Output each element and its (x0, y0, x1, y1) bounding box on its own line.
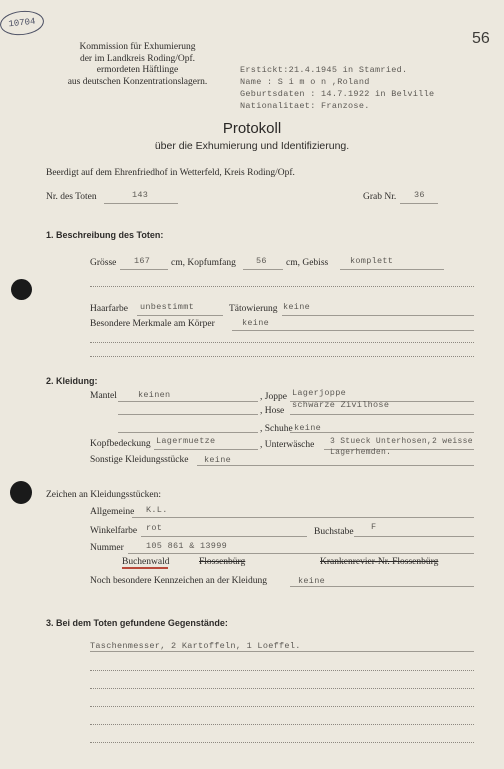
typed-header-line: Geburtsdaten : 14.7.1922 in Belville (240, 89, 435, 99)
underwear-value: Lagerhemden. (330, 448, 392, 457)
commission-line: Kommission für Exhumierung (79, 42, 196, 52)
dead-no-value: 143 (132, 190, 149, 200)
other-marks-label: Noch besondere Kennzeichen an der Kleidung (90, 576, 267, 586)
sick-bay-number: Krankenrevier-Nr. Flossenbürg (320, 557, 439, 567)
trousers-value: schwarze Zivilhose (292, 400, 390, 410)
number-label: Nummer (90, 543, 124, 553)
section-3-heading: 3. Bei dem Toten gefundene Gegenstände: (46, 618, 228, 628)
head-value: 56 (256, 256, 267, 266)
other-clothes-label: Sonstige Kleidungsstücke (90, 455, 189, 465)
teeth-value: komplett (350, 256, 394, 266)
general-label: Allgemeine (90, 507, 135, 517)
underwear-label: , Unterwäsche (260, 440, 315, 450)
grave-no-label: Grab Nr. (363, 192, 397, 202)
archive-stamp: 10704 (0, 9, 45, 37)
angle-color-label: Winkelfarbe (90, 526, 138, 536)
document-title: Protokoll (222, 120, 282, 137)
camp-flossenburg: Flossenbürg (199, 557, 246, 567)
commission-line: aus deutschen Konzentrationslagern. (67, 76, 208, 87)
number-value: 105 861 & 13999 (146, 541, 228, 551)
coat-label: Mantel (90, 391, 117, 401)
letter-label: Buchstabe (314, 527, 354, 537)
typed-header (240, 64, 434, 112)
other-clothes-value: keine (204, 455, 232, 465)
size-value: 167 (134, 256, 151, 266)
tattoo-value: keine (283, 302, 311, 312)
shoes-value: keine (294, 423, 322, 433)
punch-hole (10, 481, 32, 504)
hair-label: Haarfarbe (90, 304, 128, 314)
commission-line: der im Landkreis Roding/Opf. (79, 53, 196, 64)
jacket-value: Lagerjoppe (292, 388, 347, 398)
other-marks-value: keine (298, 576, 326, 586)
found-items-value: Taschenmesser, 2 Kartoffeln, 1 Loeffel. (90, 641, 301, 651)
dead-no-label: Nr. des Toten (46, 192, 97, 202)
cm-teeth-label: cm, Gebiss (286, 258, 329, 268)
punch-hole (11, 279, 32, 300)
commission-block (60, 42, 215, 88)
section-2-heading: 2. Kleidung: (46, 376, 98, 386)
headwear-value: Lagermuetze (156, 436, 216, 446)
trousers-label: , Hose (260, 406, 285, 416)
typed-header-line: Erstickt:21.4.1945 in Stamried. (240, 65, 408, 75)
burial-line: Beerdigt auf dem Ehrenfriedhof in Wetterfeld, Kreis Roding/Opf. (46, 168, 295, 178)
camp-buchenwald: Buchenwald (122, 557, 170, 567)
hair-value: unbestimmt (140, 302, 195, 312)
section-1-heading: 1. Beschreibung des Toten: (46, 230, 164, 240)
shoes-label: , Schuhe (260, 424, 293, 434)
typed-header-line: Nationalitaet: Franzose. (240, 101, 370, 111)
page-number: 56 (472, 30, 490, 47)
marks-label: Besondere Merkmale am Körper (90, 319, 215, 329)
size-label: Grösse (90, 258, 117, 268)
typed-header-line: Name : S i m o n ,Roland (240, 77, 370, 87)
underwear-value: 3 Stueck Unterhosen,2 weisse (330, 437, 473, 446)
document-subtitle: über die Exhumierung und Identifizierung. (154, 140, 350, 152)
angle-color-value: rot (146, 523, 163, 533)
jacket-label: , Joppe (260, 392, 287, 402)
commission-line: ermordeten Häftlinge (96, 65, 179, 75)
general-value: K.L. (146, 505, 168, 515)
tattoo-label: Tätowierung (229, 304, 278, 314)
coat-value: keinen (138, 390, 171, 400)
red-underline (122, 567, 168, 569)
letter-value: F (371, 522, 377, 532)
headwear-label: Kopfbedeckung (90, 439, 151, 449)
cm-head-label: cm, Kopfumfang (171, 258, 236, 268)
clothing-marks-label: Zeichen an Kleidungsstücken: (46, 490, 162, 500)
grave-no-value: 36 (414, 190, 425, 200)
marks-value: keine (242, 318, 270, 328)
